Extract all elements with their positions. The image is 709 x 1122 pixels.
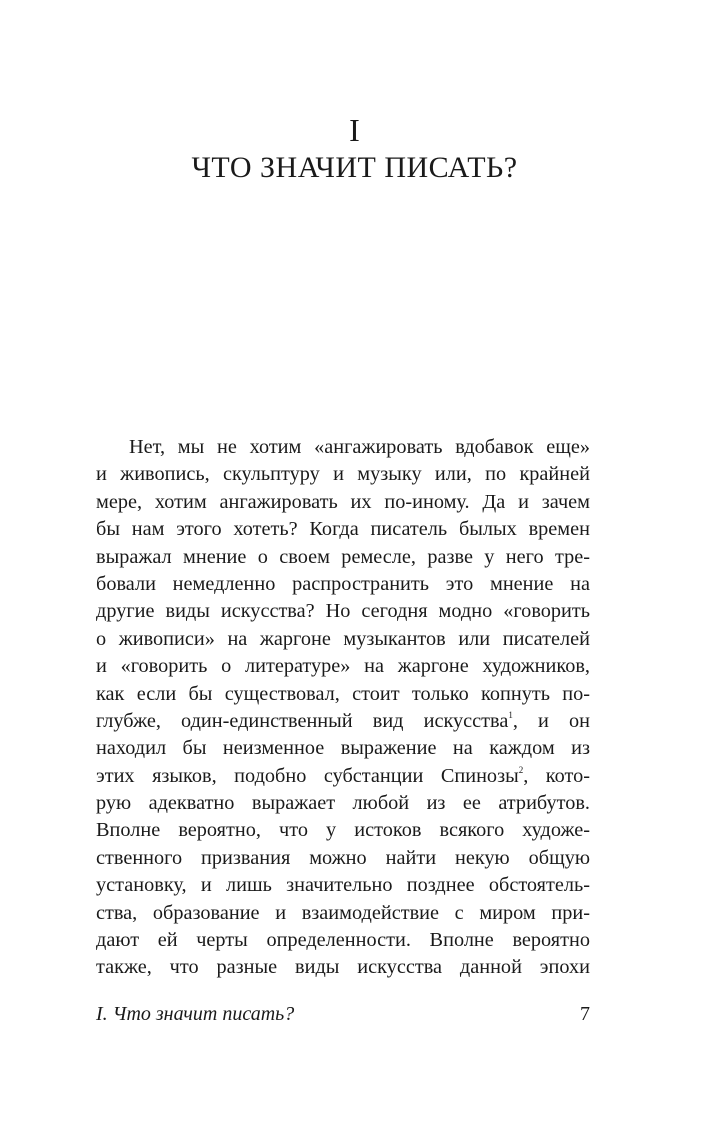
text-line: другие виды искусства? Но сегодня модно «говорить (96, 600, 590, 623)
text-line: ственного призвания можно найти некую общую (96, 846, 590, 869)
text-segment: , кото- (523, 764, 590, 787)
body-text (96, 434, 590, 982)
footnote-marker[interactable]: 1 (508, 709, 513, 720)
text-segment: этих языков, подобно субстанции Спинозы (96, 764, 519, 787)
text-line-with-footnote (96, 708, 590, 735)
text-segment: , и он (512, 709, 590, 732)
text-line: бовали немедленно распространить это мнение на (96, 572, 590, 595)
chapter-number: I (349, 112, 360, 148)
text-line: ства, образование и взаимодействие с миром при- (96, 901, 590, 924)
chapter-title: ЧТО ЗНАЧИТ ПИСАТЬ? (191, 151, 518, 184)
text-line-with-footnote (96, 763, 590, 790)
text-line: находил бы неизменное выражение на каждом из (96, 737, 590, 760)
text-line: Вполне вероятно, что у истоков всякого художе- (96, 819, 590, 842)
text-line: выражал мнение о своем ремесле, разве у него тре- (96, 545, 590, 568)
running-title: I. Что значит писать? (96, 1003, 295, 1025)
text-line: установку, и лишь значительно позднее обстоятель- (96, 874, 590, 897)
text-line: как если бы существовал, стоит только копнуть по- (96, 682, 590, 705)
text-line: также, что разные виды искусства данной эпохи (96, 956, 590, 979)
text-line: дают ей черты определенности. Вполне вероятно (96, 929, 590, 952)
text-segment: глубже, один-единственный вид искусства (96, 709, 509, 732)
text-line: бы нам этого хотеть? Когда писатель былых времен (96, 518, 590, 541)
page-number: 7 (580, 1003, 590, 1025)
text-line: и «говорить о литературе» на жаргоне художников, (96, 655, 590, 678)
text-line: Нет, мы не хотим «ангажировать вдобавок еще» (129, 436, 590, 458)
text-line: рую адекватно выражает любой из ее атрибутов. (96, 792, 590, 815)
text-line: и живопись, скульптуру и музыку или, по крайней (96, 463, 590, 486)
footnote-marker[interactable]: 2 (518, 764, 524, 775)
text-line: о живописи» на жаргоне музыкантов или писателей (96, 627, 590, 650)
text-line: мере, хотим ангажировать их по-иному. Да и зачем (96, 490, 590, 513)
